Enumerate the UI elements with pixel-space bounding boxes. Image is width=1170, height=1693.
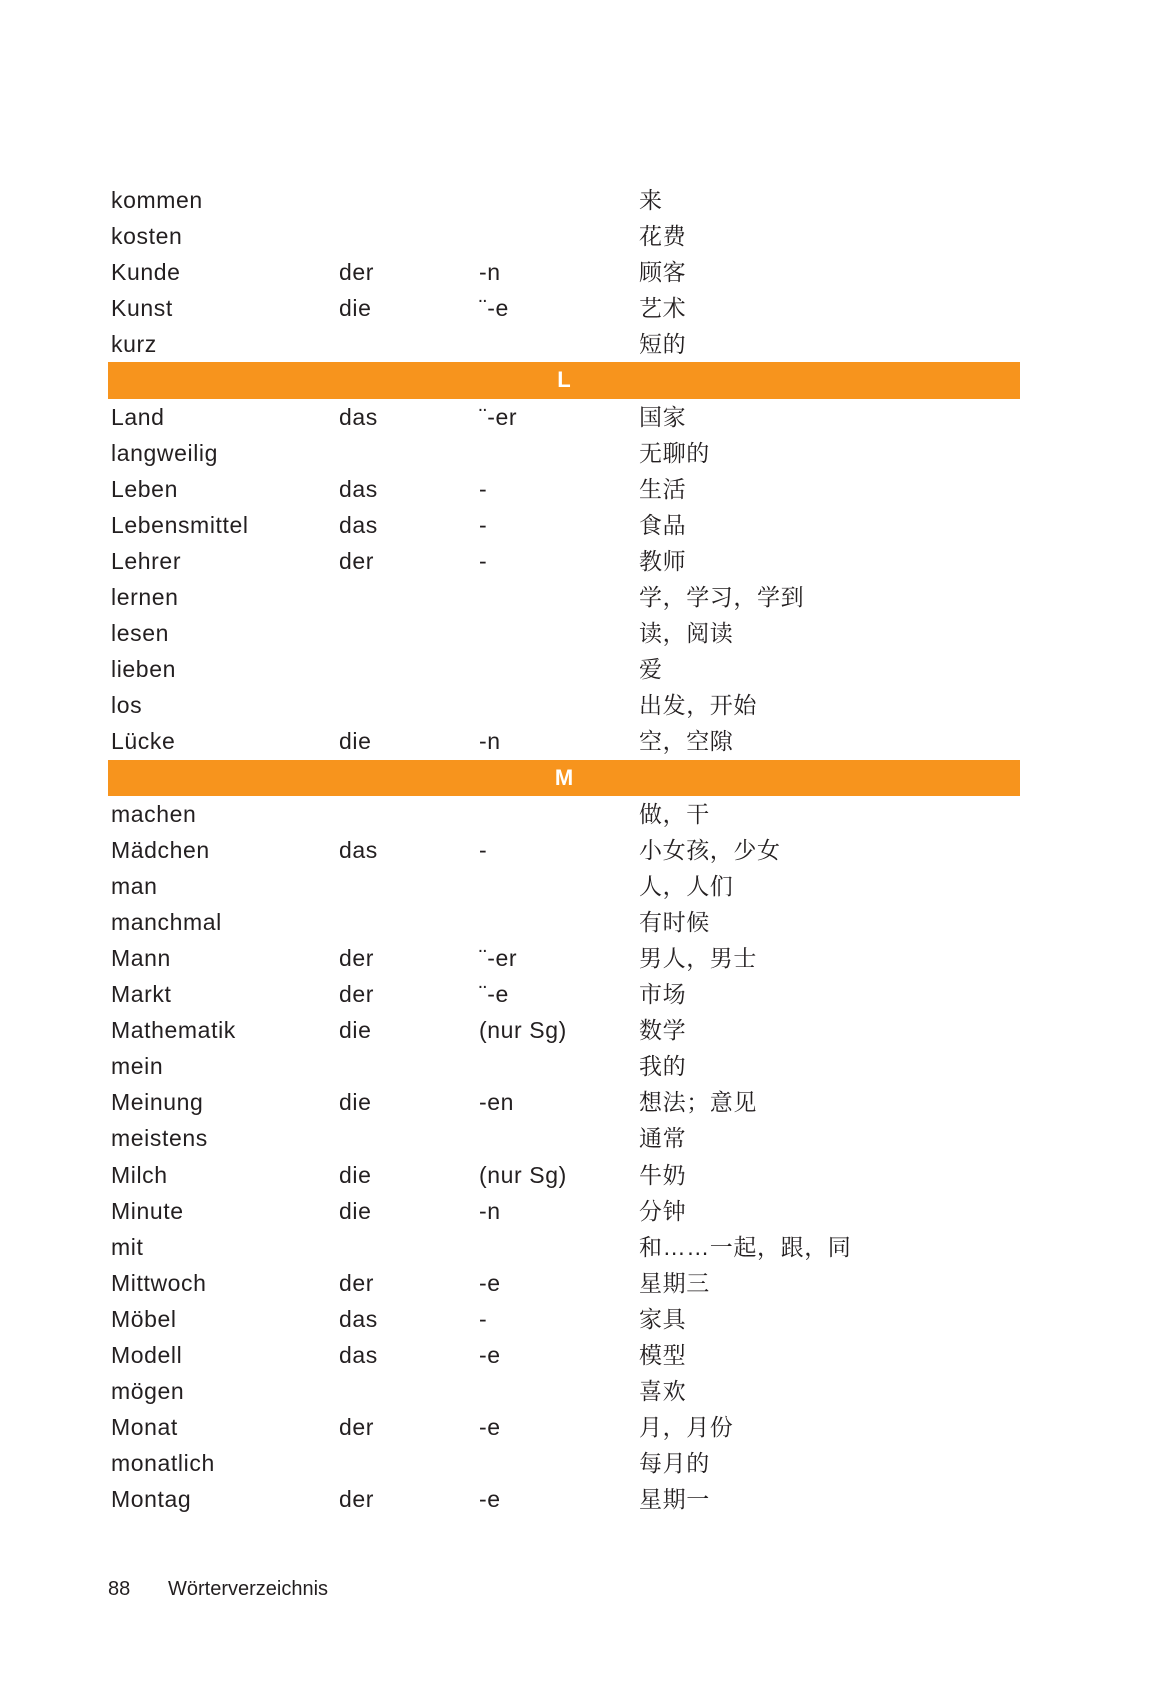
entry-translation: 学，学习，学到 — [639, 584, 805, 611]
entry-translation: 每月的 — [639, 1450, 710, 1477]
entry-plural: - — [479, 836, 488, 863]
entry-translation: 想法；意见 — [639, 1089, 757, 1116]
entry-translation: 读，阅读 — [639, 620, 734, 647]
entry-plural: ¨-er — [479, 403, 518, 430]
vocab-entry — [108, 940, 1020, 976]
entry-word: Monat — [111, 1414, 178, 1441]
entry-word: Modell — [111, 1342, 183, 1368]
entry-translation: 数学 — [639, 1017, 687, 1044]
vocab-entry — [108, 1337, 1020, 1373]
entry-plural: -e — [479, 1269, 501, 1296]
entry-article: die — [339, 1197, 372, 1224]
vocab-entry — [108, 1120, 1020, 1156]
entry-word: man — [111, 872, 158, 899]
section-header-m: M — [108, 760, 1020, 796]
vocab-entry — [108, 471, 1020, 507]
entry-plural: (nur Sg) — [479, 1161, 567, 1188]
vocab-entry — [108, 435, 1020, 471]
entry-translation: 教师 — [639, 547, 687, 574]
entry-translation: 小女孩，少女 — [639, 836, 781, 863]
vocab-entry — [108, 1409, 1020, 1445]
entry-word: Lehrer — [111, 547, 182, 574]
entry-word: Kunst — [111, 295, 173, 322]
vocab-entry — [108, 1048, 1020, 1084]
entry-word: Meinung — [111, 1089, 204, 1116]
entry-article: der — [339, 1486, 375, 1513]
entry-article: das — [339, 475, 378, 502]
entry-article: der — [339, 547, 375, 574]
vocab-entry — [108, 326, 1020, 362]
vocab-entry — [108, 290, 1020, 326]
entry-plural: -e — [479, 1414, 501, 1441]
vocab-entry — [108, 579, 1020, 615]
entry-translation: 模型 — [639, 1342, 687, 1368]
entry-word: Minute — [111, 1197, 184, 1224]
entry-word: mögen — [111, 1378, 185, 1405]
entry-word: lernen — [111, 584, 179, 611]
vocab-entry — [108, 543, 1020, 579]
entry-word: kommen — [111, 187, 203, 213]
entry-translation: 月，月份 — [639, 1414, 734, 1441]
vocab-entry — [108, 1193, 1020, 1229]
entry-word: Land — [111, 403, 165, 430]
entry-plural: -e — [479, 1342, 501, 1368]
entry-word: meistens — [111, 1125, 208, 1152]
entry-translation: 短的 — [639, 331, 687, 358]
entry-translation: 市场 — [639, 981, 687, 1008]
entry-plural: -n — [479, 1197, 501, 1224]
entry-translation: 出发，开始 — [639, 692, 757, 719]
vocab-entry — [108, 832, 1020, 868]
entry-article: das — [339, 403, 378, 430]
vocab-entry — [108, 976, 1020, 1012]
entry-word: Mann — [111, 944, 171, 971]
vocab-entry — [108, 399, 1020, 435]
entry-article: das — [339, 836, 378, 863]
entry-word: kurz — [111, 331, 157, 358]
entry-plural: - — [479, 475, 488, 502]
entry-word: mein — [111, 1053, 164, 1080]
entry-translation: 国家 — [639, 403, 687, 430]
entry-translation: 空，空隙 — [639, 728, 734, 755]
entry-article: die — [339, 1017, 372, 1044]
entry-article: die — [339, 728, 372, 755]
vocabulary-list — [108, 182, 1020, 1517]
vocab-entry — [108, 651, 1020, 687]
entry-translation: 星期一 — [639, 1486, 710, 1513]
entry-article: der — [339, 1414, 375, 1441]
entry-word: lieben — [111, 656, 176, 683]
entry-word: monatlich — [111, 1450, 215, 1477]
entry-translation: 男人，男士 — [639, 944, 757, 971]
entry-word: los — [111, 692, 143, 719]
entry-article: der — [339, 259, 375, 286]
vocab-entry — [108, 687, 1020, 723]
entry-translation: 无聊的 — [639, 439, 710, 466]
vocab-entry — [108, 723, 1020, 759]
entry-translation: 艺术 — [639, 295, 687, 322]
entry-article: der — [339, 1269, 375, 1296]
entry-translation: 有时候 — [639, 908, 710, 935]
entry-translation: 食品 — [639, 511, 687, 538]
vocab-entry — [108, 1229, 1020, 1265]
entry-translation: 分钟 — [639, 1197, 687, 1224]
vocab-entry — [108, 507, 1020, 543]
entry-word: Mädchen — [111, 836, 210, 863]
entry-article: der — [339, 944, 375, 971]
entry-translation: 顾客 — [639, 259, 687, 286]
entry-plural: ¨-e — [479, 295, 509, 322]
entry-translation: 和……一起，跟，同 — [639, 1233, 852, 1260]
entry-word: Mathematik — [111, 1017, 236, 1044]
entry-plural: - — [479, 1305, 488, 1332]
vocab-entry — [108, 254, 1020, 290]
entry-word: mit — [111, 1233, 144, 1260]
vocab-entry — [108, 182, 1020, 218]
entry-translation: 家具 — [639, 1305, 687, 1332]
entry-translation: 牛奶 — [639, 1161, 687, 1188]
vocab-entry — [108, 1373, 1020, 1409]
entry-word: Milch — [111, 1161, 168, 1188]
entry-word: Leben — [111, 475, 178, 502]
entry-word: langweilig — [111, 439, 219, 466]
entry-translation: 来 — [639, 187, 663, 213]
entry-word: kosten — [111, 223, 183, 250]
entry-translation: 星期三 — [639, 1269, 710, 1296]
entry-article: die — [339, 1161, 372, 1188]
entry-plural: ¨-e — [479, 981, 509, 1008]
entry-plural: - — [479, 511, 488, 538]
vocab-entry — [108, 1084, 1020, 1120]
entry-word: Mittwoch — [111, 1269, 207, 1296]
vocab-entry — [108, 615, 1020, 651]
vocab-entry — [108, 1445, 1020, 1481]
entry-word: Kunde — [111, 259, 181, 286]
entry-article: das — [339, 1342, 378, 1368]
entry-translation: 喜欢 — [639, 1378, 687, 1405]
vocab-entry — [108, 1301, 1020, 1337]
entry-plural: ¨-er — [479, 944, 518, 971]
entry-plural: -e — [479, 1486, 501, 1513]
section-header-l: L — [108, 362, 1020, 398]
entry-plural: -en — [479, 1089, 515, 1116]
entry-word: Möbel — [111, 1305, 177, 1332]
entry-word: Lücke — [111, 728, 176, 755]
entry-translation: 生活 — [639, 475, 687, 502]
entry-word: manchmal — [111, 908, 222, 935]
entry-plural: -n — [479, 728, 501, 755]
page-footer — [108, 1576, 328, 1602]
entry-translation: 我的 — [639, 1053, 687, 1080]
entry-translation: 通常 — [639, 1125, 687, 1152]
entry-translation: 爱 — [639, 656, 663, 683]
entry-translation: 人，人们 — [639, 872, 734, 899]
entry-word: Markt — [111, 981, 172, 1008]
entry-translation: 做，干 — [639, 800, 710, 827]
entry-word: Lebensmittel — [111, 511, 249, 538]
entry-word: Montag — [111, 1486, 192, 1513]
entry-translation: 花费 — [639, 223, 687, 250]
entry-word: machen — [111, 800, 197, 827]
entry-article: der — [339, 981, 375, 1008]
entry-article: die — [339, 295, 372, 322]
vocab-entry — [108, 218, 1020, 254]
vocab-entry — [108, 868, 1020, 904]
vocab-entry — [108, 904, 1020, 940]
vocab-entry — [108, 1265, 1020, 1301]
entry-article: das — [339, 511, 378, 538]
entry-word: lesen — [111, 620, 169, 647]
vocab-entry — [108, 796, 1020, 832]
vocab-entry — [108, 1157, 1020, 1193]
entry-plural: - — [479, 547, 488, 574]
vocab-entry — [108, 1481, 1020, 1517]
page-number: 88 — [108, 1578, 131, 1600]
entry-article: das — [339, 1305, 378, 1332]
section-title: Wörterverzeichnis — [168, 1578, 329, 1600]
entry-plural: -n — [479, 259, 501, 286]
entry-article: die — [339, 1089, 372, 1116]
entry-plural: (nur Sg) — [479, 1017, 567, 1044]
vocab-entry — [108, 1012, 1020, 1048]
